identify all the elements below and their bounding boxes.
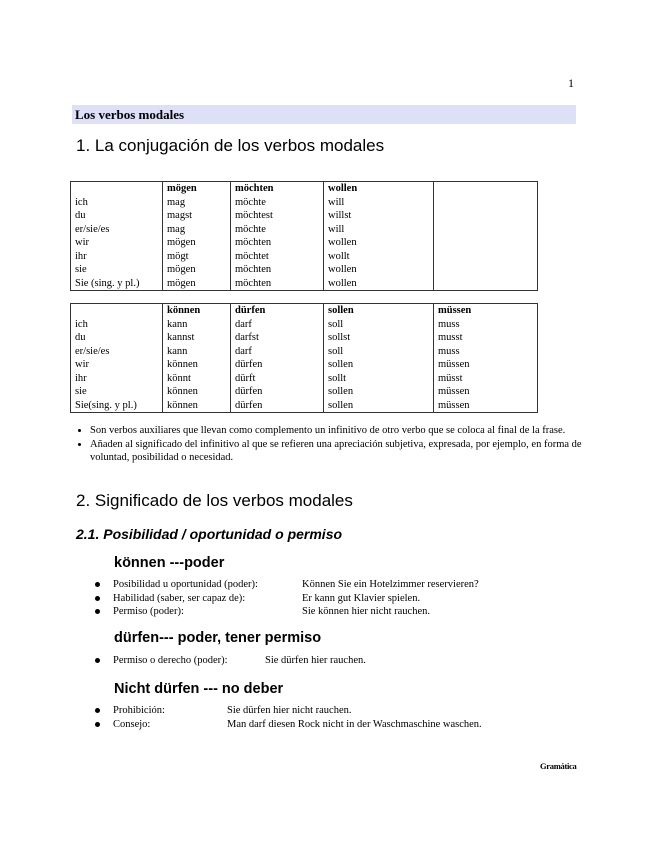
table-cell: wollen: [324, 236, 434, 250]
table-cell: könnt: [163, 372, 231, 386]
section-title-bar: [72, 105, 576, 124]
section-title: Los verbos modales: [75, 107, 185, 122]
table-row: [71, 385, 538, 399]
table-row: [71, 358, 538, 372]
table-cell: möchte: [231, 223, 324, 237]
usage-label: Habilidad (saber, ser capaz de):: [113, 592, 246, 604]
pronoun-cell: sie: [71, 263, 163, 277]
table-cell: sollen: [324, 358, 434, 372]
table-cell: kannst: [163, 331, 231, 345]
table-cell: willst: [324, 209, 434, 223]
table-row: [71, 263, 538, 277]
table-header-cell: möchten: [231, 182, 324, 196]
heading-nicht-duerfen: Nicht dürfen --- no deber: [114, 681, 284, 697]
usage-label: Consejo:: [113, 718, 151, 730]
pronoun-cell: ihr: [71, 372, 163, 386]
table-cell: mögen: [163, 263, 231, 277]
table-cell: sollt: [324, 372, 434, 386]
table-cell: können: [163, 358, 231, 372]
table-cell: können: [163, 385, 231, 399]
example-sentence: Können Sie ein Hotelzimmer reservieren?: [302, 579, 479, 590]
table-cell: [434, 250, 538, 264]
table-cell: dürft: [231, 372, 324, 386]
usage-label: Posibilidad u oportunidad (poder):: [113, 579, 258, 590]
table-header-row: [71, 182, 538, 196]
table-cell: soll: [324, 345, 434, 359]
list-item: • Son verbos auxiliares que llevan como complemento un infinitivo de otro verbo que se coloca al final de la frase.: [90, 424, 600, 438]
table-header-row: [71, 304, 538, 318]
table-cell: wollen: [324, 277, 434, 291]
table-cell: [434, 209, 538, 223]
bullet-icon: [95, 596, 100, 601]
table-cell: [434, 223, 538, 237]
table-cell: will: [324, 196, 434, 210]
bullet-icon: [95, 658, 100, 663]
table-cell: dürfen: [231, 385, 324, 399]
table-cell: sollst: [324, 331, 434, 345]
table-cell: mag: [163, 196, 231, 210]
heading-koennen: können ---poder: [114, 555, 225, 571]
heading-duerfen: dürfen--- poder, tener permiso: [114, 630, 322, 646]
table-cell: [434, 277, 538, 291]
table-cell: [434, 196, 538, 210]
bullet-icon: [95, 708, 100, 713]
table-cell: möchtest: [231, 209, 324, 223]
table-cell: möchten: [231, 277, 324, 291]
bullet-icon: [95, 582, 100, 587]
table-cell: muss: [434, 318, 538, 332]
table-cell: darf: [231, 345, 324, 359]
table-cell: musst: [434, 331, 538, 345]
bullet-icon: [95, 609, 100, 614]
pronoun-cell: wir: [71, 236, 163, 250]
example-sentence: Sie dürfen hier rauchen.: [265, 655, 366, 666]
table-row: [71, 250, 538, 264]
table-cell: [71, 304, 163, 318]
table-cell: möchten: [231, 263, 324, 277]
table-cell: will: [324, 223, 434, 237]
table-cell: darfst: [231, 331, 324, 345]
table-cell: möchtet: [231, 250, 324, 264]
notes-list: [72, 424, 600, 465]
table-cell: müssen: [434, 399, 538, 413]
table-cell: [434, 236, 538, 250]
pronoun-cell: du: [71, 331, 163, 345]
table-cell: wollt: [324, 250, 434, 264]
table-row: [71, 196, 538, 210]
table-header-cell: sollen: [324, 304, 434, 318]
example-sentence: Sie dürfen hier nicht rauchen.: [227, 705, 352, 716]
table-cell: mögen: [163, 236, 231, 250]
pronoun-cell: er/sie/es: [71, 345, 163, 359]
pronoun-cell: du: [71, 209, 163, 223]
pronoun-cell: ich: [71, 196, 163, 210]
pronoun-cell: ihr: [71, 250, 163, 264]
table-row: [71, 345, 538, 359]
table-cell: soll: [324, 318, 434, 332]
pronoun-cell: ich: [71, 318, 163, 332]
pronoun-cell: Sie (sing. y pl.): [71, 277, 163, 291]
usage-label: Permiso (poder):: [113, 606, 184, 617]
table-header-cell: wollen: [324, 182, 434, 196]
table-cell: kann: [163, 345, 231, 359]
table-cell: mag: [163, 223, 231, 237]
pronoun-cell: er/sie/es: [71, 223, 163, 237]
table-cell: möchten: [231, 236, 324, 250]
table-cell: muss: [434, 345, 538, 359]
table-row: [71, 318, 538, 332]
conjugation-table-2: [70, 303, 538, 413]
table-cell: sollen: [324, 385, 434, 399]
table-row: [71, 277, 538, 291]
bullet-icon: [95, 722, 100, 727]
table-row: [71, 236, 538, 250]
table-cell: müsst: [434, 372, 538, 386]
table-row: [71, 372, 538, 386]
heading-possibility: 2.1. Posibilidad / oportunidad o permiso: [76, 526, 343, 542]
table-cell: [71, 182, 163, 196]
table-header-cell: dürfen: [231, 304, 324, 318]
table-cell: wollen: [324, 263, 434, 277]
example-sentence: Man darf diesen Rock nicht in der Waschmaschine waschen.: [227, 718, 482, 730]
table-cell: müssen: [434, 385, 538, 399]
table-cell: müssen: [434, 358, 538, 372]
table-cell: dürfen: [231, 399, 324, 413]
table-header-cell: [434, 182, 538, 196]
heading-conjugation: 1. La conjugación de los verbos modales: [76, 136, 385, 155]
table-row: [71, 399, 538, 413]
table-cell: [434, 263, 538, 277]
table-row: [71, 209, 538, 223]
table-cell: darf: [231, 318, 324, 332]
table-cell: magst: [163, 209, 231, 223]
page-number: 1: [568, 76, 574, 90]
list-item: • Añaden al significado del infinitivo al que se refieren una apreciación subjetiva, expresada, por ejemplo, en forma de voluntad, posibilidad o necesidad.: [90, 438, 600, 465]
table-row: [71, 331, 538, 345]
table-cell: mögt: [163, 250, 231, 264]
conjugation-table-1: [70, 181, 538, 291]
table-cell: sollen: [324, 399, 434, 413]
pronoun-cell: Sie(sing. y pl.): [71, 399, 163, 413]
table-header-cell: können: [163, 304, 231, 318]
table-cell: dürfen: [231, 358, 324, 372]
footer-label: Gramática: [540, 761, 577, 771]
heading-meaning: 2. Significado de los verbos modales: [76, 491, 353, 510]
table-cell: kann: [163, 318, 231, 332]
table-row: [71, 223, 538, 237]
usage-label: Permiso o derecho (poder):: [113, 655, 228, 666]
example-sentence: Sie können hier nicht rauchen.: [302, 606, 430, 617]
table-cell: mögen: [163, 277, 231, 291]
example-sentence: Er kann gut Klavier spielen.: [302, 592, 421, 604]
usage-label: Prohibición:: [113, 705, 165, 716]
pronoun-cell: wir: [71, 358, 163, 372]
table-header-cell: mögen: [163, 182, 231, 196]
table-cell: möchte: [231, 196, 324, 210]
table-header-cell: müssen: [434, 304, 538, 318]
table-cell: können: [163, 399, 231, 413]
pronoun-cell: sie: [71, 385, 163, 399]
